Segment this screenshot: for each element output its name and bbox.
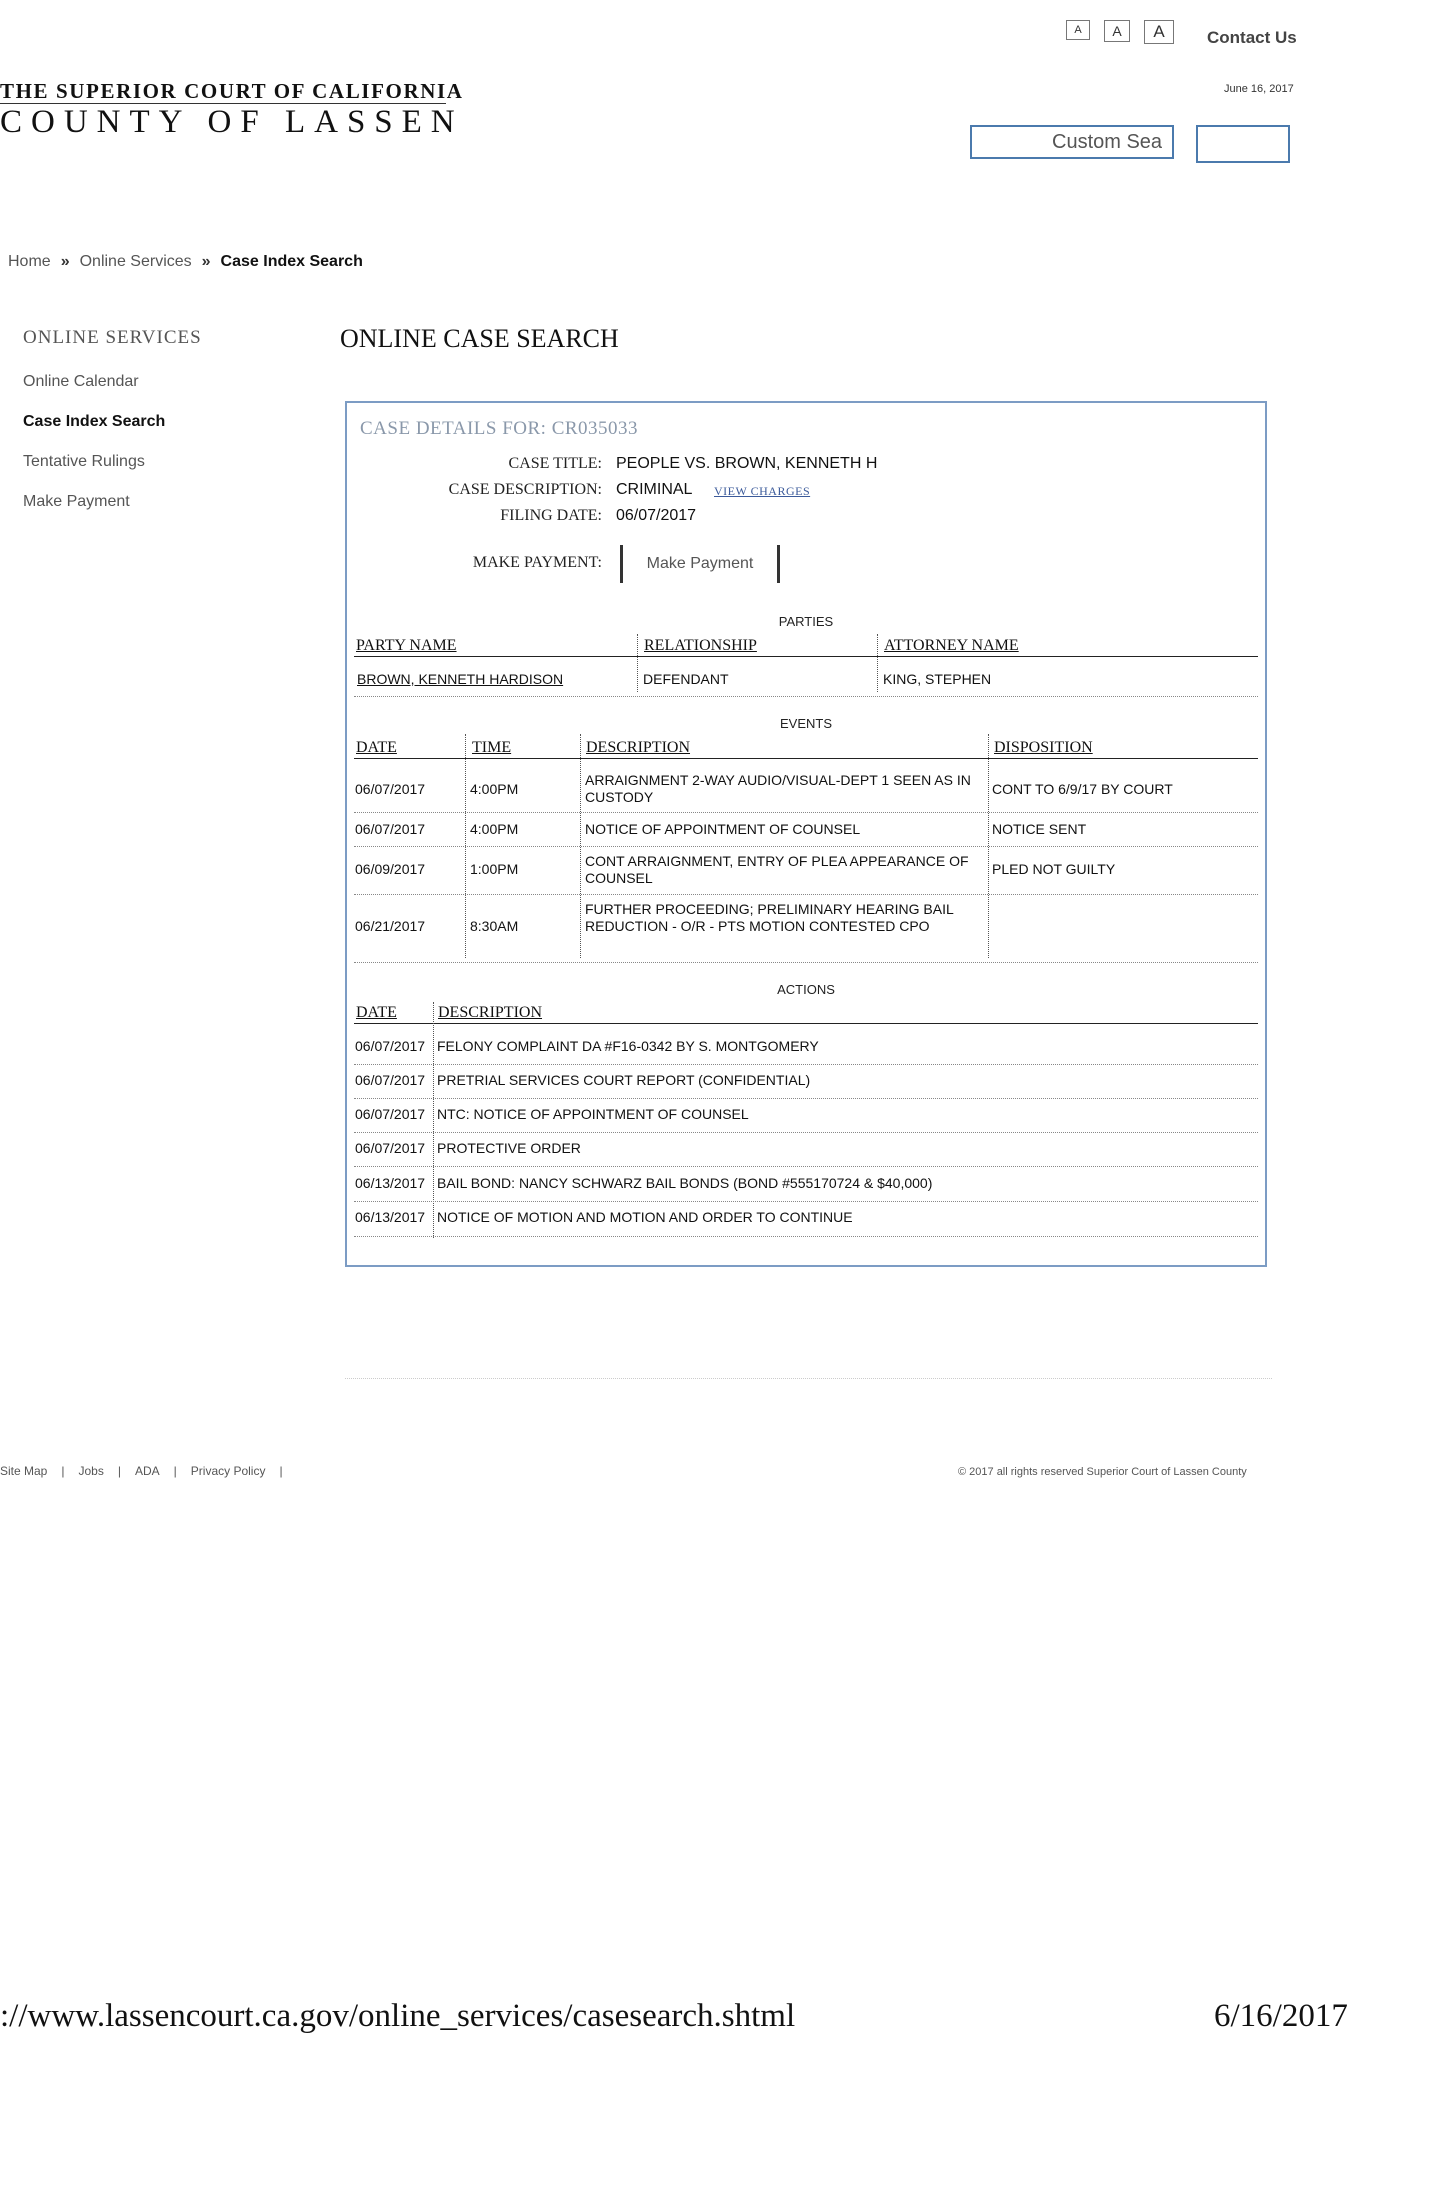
action-date: 06/13/2017 bbox=[355, 1175, 426, 1191]
row-divider bbox=[354, 1098, 1258, 1099]
case-details-heading: CASE DETAILS FOR: CR035033 bbox=[360, 418, 639, 439]
sidebar-title: ONLINE SERVICES bbox=[23, 327, 202, 348]
actions-heading: ACTIONS bbox=[777, 982, 835, 997]
action-date: 06/07/2017 bbox=[355, 1140, 426, 1156]
events-heading: EVENTS bbox=[779, 716, 832, 731]
make-payment-label: MAKE PAYMENT: bbox=[472, 554, 602, 571]
row-divider bbox=[354, 894, 1258, 895]
events-header-rule bbox=[354, 758, 1258, 759]
parties-header-party-name: PARTY NAME bbox=[356, 637, 457, 654]
row-divider bbox=[354, 1064, 1258, 1065]
party-attorney: KING, STEPHEN bbox=[883, 671, 992, 687]
font-size-small-button[interactable]: A bbox=[1066, 20, 1090, 40]
events-header-disposition: DISPOSITION bbox=[994, 739, 1093, 756]
filing-date-value: 06/07/2017 bbox=[616, 507, 697, 524]
sidebar-item-make-payment[interactable]: Make Payment bbox=[23, 493, 130, 510]
footer-divider-bar: | bbox=[279, 1464, 283, 1478]
event-time: 8:30AM bbox=[470, 918, 519, 934]
court-name-line2: COUNTY OF LASSEN bbox=[0, 104, 464, 140]
sidebar-item-tentative-rulings[interactable]: Tentative Rulings bbox=[23, 453, 145, 470]
case-description-value: CRIMINAL bbox=[616, 481, 693, 498]
case-description-label: CASE DESCRIPTION: bbox=[448, 481, 602, 498]
make-payment-button[interactable]: Make Payment bbox=[620, 545, 780, 583]
action-date: 06/07/2017 bbox=[355, 1072, 426, 1088]
event-date: 06/09/2017 bbox=[355, 861, 426, 877]
events-header-date: DATE bbox=[356, 739, 397, 756]
view-charges-link[interactable]: VIEW CHARGES bbox=[714, 484, 811, 498]
parties-heading: PARTIES bbox=[778, 614, 834, 629]
action-description: BAIL BOND: NANCY SCHWARZ BAIL BONDS (BOND #555170724 & $40,000) bbox=[437, 1175, 933, 1191]
sidebar-item-case-index-search[interactable]: Case Index Search bbox=[23, 413, 166, 430]
event-time: 4:00PM bbox=[470, 821, 519, 837]
parties-header-attorney-name: ATTORNEY NAME bbox=[884, 637, 1019, 654]
action-date: 06/07/2017 bbox=[355, 1106, 426, 1122]
action-description: NTC: NOTICE OF APPOINTMENT OF COUNSEL bbox=[437, 1106, 749, 1122]
event-date: 06/07/2017 bbox=[355, 781, 426, 797]
actions-header-rule bbox=[354, 1023, 1258, 1024]
parties-column-divider bbox=[637, 634, 638, 692]
footer-divider-bar: | bbox=[61, 1464, 65, 1478]
action-description: NOTICE OF MOTION AND MOTION AND ORDER TO CONTINUE bbox=[437, 1209, 853, 1225]
breadcrumb-online-services[interactable]: Online Services bbox=[79, 253, 192, 270]
printed-date: 6/16/2017 bbox=[1214, 1998, 1348, 2034]
font-size-medium-button[interactable]: A bbox=[1104, 20, 1130, 42]
footer-divider bbox=[345, 1378, 1272, 1379]
search-button[interactable] bbox=[1196, 125, 1290, 163]
row-divider bbox=[354, 1236, 1258, 1237]
breadcrumb-separator: » bbox=[60, 253, 70, 270]
events-header-description: DESCRIPTION bbox=[586, 739, 691, 756]
parties-column-divider bbox=[877, 634, 878, 692]
party-relationship: DEFENDANT bbox=[643, 671, 729, 687]
case-title-value: PEOPLE VS. BROWN, KENNETH H bbox=[616, 455, 878, 472]
footer-link-privacy-policy[interactable]: Privacy Policy bbox=[190, 1464, 266, 1478]
footer-links bbox=[0, 1464, 297, 1478]
actions-header-date: DATE bbox=[356, 1004, 397, 1021]
party-name-link[interactable]: BROWN, KENNETH HARDISON bbox=[357, 671, 564, 687]
actions-column-divider bbox=[433, 1002, 434, 1238]
event-disposition: PLED NOT GUILTY bbox=[992, 861, 1116, 877]
action-date: 06/07/2017 bbox=[355, 1038, 426, 1054]
court-name-line1: THE SUPERIOR COURT OF CALIFORNIA bbox=[0, 79, 464, 103]
actions-header-description: DESCRIPTION bbox=[438, 1004, 543, 1021]
footer-divider-bar: | bbox=[173, 1464, 177, 1478]
action-description: PRETRIAL SERVICES COURT REPORT (CONFIDENTIAL) bbox=[437, 1072, 811, 1088]
parties-header-rule bbox=[354, 656, 1258, 657]
event-date: 06/07/2017 bbox=[355, 821, 426, 837]
footer-link-ada[interactable]: ADA bbox=[134, 1464, 160, 1478]
page-title: ONLINE CASE SEARCH bbox=[340, 324, 619, 353]
breadcrumb-home[interactable]: Home bbox=[8, 253, 51, 270]
row-divider bbox=[354, 846, 1258, 847]
row-divider bbox=[354, 696, 1258, 697]
action-description: PROTECTIVE ORDER bbox=[437, 1140, 581, 1156]
event-description: ARRAIGNMENT 2-WAY AUDIO/VISUAL-DEPT 1 SEEN AS IN CUSTODY bbox=[585, 772, 971, 805]
breadcrumb-separator: » bbox=[201, 253, 211, 270]
copyright: © 2017 all rights reserved Superior Court of Lassen County bbox=[958, 1466, 1247, 1478]
event-description: CONT ARRAIGNMENT, ENTRY OF PLEA APPEARANCE OF COUNSEL bbox=[585, 853, 969, 886]
action-description: FELONY COMPLAINT DA #F16-0342 BY S. MONTGOMERY bbox=[437, 1038, 819, 1054]
footer-link-jobs[interactable]: Jobs bbox=[78, 1464, 104, 1478]
event-description: FURTHER PROCEEDING; PRELIMINARY HEARING BAIL REDUCTION - O/R - PTS MOTION CONTESTED CPO bbox=[585, 901, 954, 934]
event-date: 06/21/2017 bbox=[355, 918, 426, 934]
footer-divider-bar: | bbox=[117, 1464, 121, 1478]
printed-url: ://www.lassencourt.ca.gov/online_services/casesearch.shtml bbox=[0, 1998, 796, 2034]
event-disposition: CONT TO 6/9/17 BY COURT bbox=[992, 781, 1173, 797]
events-header-time: TIME bbox=[472, 739, 512, 756]
event-disposition: NOTICE SENT bbox=[992, 821, 1087, 837]
event-description: NOTICE OF APPOINTMENT OF COUNSEL bbox=[585, 821, 861, 837]
search-input[interactable]: Custom Sea bbox=[970, 125, 1174, 159]
filing-date-label: FILING DATE: bbox=[500, 507, 602, 524]
case-title-label: CASE TITLE: bbox=[508, 455, 602, 472]
font-size-controls bbox=[1066, 20, 1174, 44]
contact-us-link[interactable]: Contact Us bbox=[1207, 28, 1297, 47]
sidebar-item-online-calendar[interactable]: Online Calendar bbox=[23, 373, 139, 390]
row-divider bbox=[354, 962, 1258, 963]
row-divider bbox=[354, 812, 1258, 813]
row-divider bbox=[354, 1132, 1258, 1133]
action-date: 06/13/2017 bbox=[355, 1209, 426, 1225]
row-divider bbox=[354, 1201, 1258, 1202]
event-time: 1:00PM bbox=[470, 861, 519, 877]
row-divider bbox=[354, 1166, 1258, 1167]
event-time: 4:00PM bbox=[470, 781, 519, 797]
breadcrumb-current: Case Index Search bbox=[220, 253, 363, 270]
current-date: June 16, 2017 bbox=[1224, 83, 1294, 95]
parties-header-relationship: RELATIONSHIP bbox=[644, 637, 757, 654]
breadcrumb bbox=[8, 253, 363, 271]
footer-link-site-map[interactable]: Site Map bbox=[0, 1464, 48, 1478]
font-size-large-button[interactable]: A bbox=[1144, 20, 1174, 44]
